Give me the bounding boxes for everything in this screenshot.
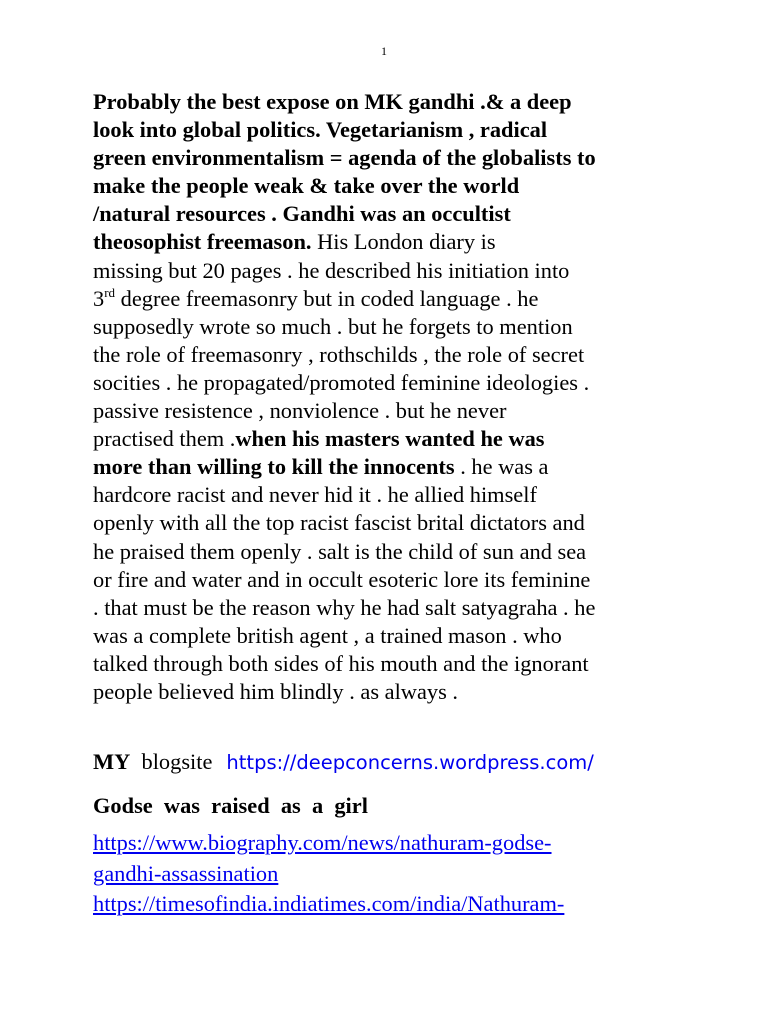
body-line: missing but 20 pages . he described his initiation into bbox=[93, 257, 570, 283]
body-line: or fire and water and in occult esoteric lore its feminine bbox=[93, 566, 591, 592]
body-line: green environmentalism = agenda of the globalists to bbox=[93, 145, 596, 171]
biography-link-continued[interactable]: gandhi-assassination bbox=[93, 860, 279, 886]
body-line: hardcore racist and never hid it . he allied himself bbox=[93, 482, 537, 508]
body-line bbox=[93, 228, 693, 256]
body-text: degree freemasonry but in coded language . he bbox=[115, 285, 539, 311]
body-line: . that must be the reason why he had salt satyagraha . he bbox=[93, 594, 596, 620]
body-bold-text: when his masters wanted he was bbox=[235, 426, 545, 452]
body-line: socities . he propagated/promoted feminine ideologies . bbox=[93, 369, 590, 395]
blogsite-label: blogsite bbox=[130, 749, 213, 774]
blog-link[interactable]: https://deepconcerns.wordpress.com/ bbox=[226, 751, 594, 774]
page-number: 1 bbox=[381, 44, 387, 58]
blog-line bbox=[93, 748, 594, 777]
body-line: look into global politics. Vegetarianism , radical bbox=[93, 117, 548, 143]
body-bold-text: more than willing to kill the innocents bbox=[93, 454, 455, 480]
body-line: make the people weak & take over the world bbox=[93, 173, 520, 199]
body-line bbox=[93, 425, 693, 453]
body-line: openly with all the top racist fascist brital dictators and bbox=[93, 510, 585, 536]
timesofindia-link[interactable]: https://timesofindia.indiatimes.com/india/Nathuram- bbox=[93, 891, 565, 916]
body-line: passive resistence , nonviolence . but he never bbox=[93, 398, 507, 424]
reference-links bbox=[93, 828, 564, 920]
body-line: the role of freemasonry , rothschilds , the role of secret bbox=[93, 341, 585, 367]
body-line: he praised them openly . salt is the child of sun and sea bbox=[93, 538, 587, 564]
body-text: . he was a bbox=[454, 454, 549, 480]
godse-heading: Godse was raised as a girl bbox=[93, 793, 368, 818]
body-text: His London diary is bbox=[311, 229, 496, 255]
ordinal-suffix: rd bbox=[104, 284, 116, 300]
body-line: Probably the best expose on MK gandhi .& a deep bbox=[93, 89, 572, 114]
body-line: talked through both sides of his mouth and the ignorant bbox=[93, 650, 589, 676]
body-line: people believed him blindly . as always . bbox=[93, 678, 459, 704]
body-line: /natural resources . Gandhi was an occultist bbox=[93, 201, 511, 227]
blog-my-label: MY bbox=[93, 749, 131, 774]
body-bold-text: theosophist freemason. bbox=[93, 229, 312, 255]
body-line bbox=[93, 285, 693, 313]
ordinal-number: 3 bbox=[93, 285, 105, 311]
article-body bbox=[93, 88, 693, 706]
biography-link[interactable]: https://www.biography.com/news/nathuram-godse- bbox=[93, 830, 552, 855]
body-text: practised them . bbox=[93, 426, 236, 452]
body-line: supposedly wrote so much . but he forgets to mention bbox=[93, 313, 573, 339]
body-line bbox=[93, 453, 693, 481]
body-line: was a complete british agent , a trained mason . who bbox=[93, 622, 562, 648]
